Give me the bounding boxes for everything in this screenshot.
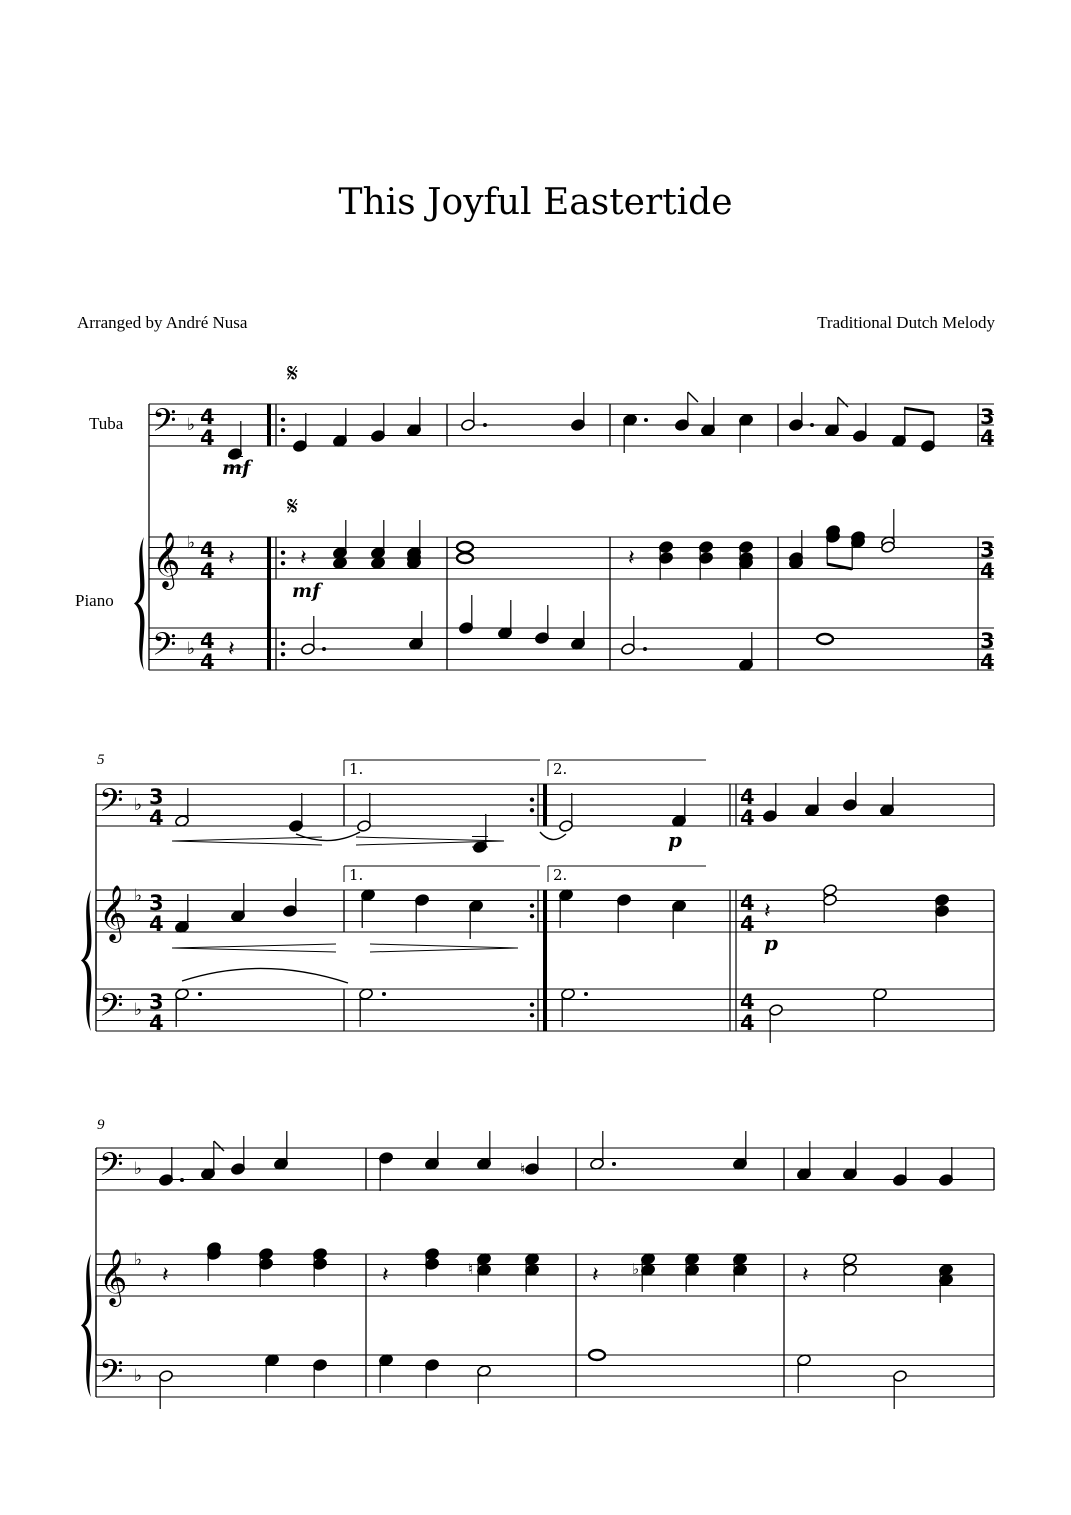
time-signature-denominator: 4 <box>200 559 215 583</box>
repeat-dot <box>281 428 285 432</box>
eighth-flag <box>838 397 848 407</box>
time-signature-denominator: 4 <box>149 912 164 936</box>
time-signature-denominator: 4 <box>740 912 755 936</box>
eighth-beam <box>904 408 934 413</box>
bass-clef-icon: 𝄢 <box>152 626 177 670</box>
time-signature-numerator: 3 <box>149 990 164 1014</box>
quarter-rest: 𝄽 <box>382 1263 389 1288</box>
augmentation-dot <box>810 423 814 427</box>
quarter-rest: 𝄽 <box>802 1263 809 1288</box>
bass-clef-icon: 𝄢 <box>99 1353 124 1397</box>
repeat-dot <box>530 1013 534 1017</box>
volta-2-label-tuba: 2. <box>553 760 568 778</box>
measure-number-9: 9 <box>97 1117 105 1133</box>
volta-1-label-piano: 1. <box>349 866 364 884</box>
decrescendo-hairpin <box>370 944 518 948</box>
quarter-rest: 𝄽 <box>162 1263 169 1288</box>
piano-brace <box>81 1254 91 1397</box>
augmentation-dot <box>584 992 588 996</box>
crescendo-hairpin <box>172 944 336 948</box>
quarter-rest: 𝄽 <box>228 546 235 571</box>
time-signature-denominator: 4 <box>149 806 164 830</box>
dynamic-p-piano: p <box>764 931 778 955</box>
time-signature-numerator: 4 <box>200 629 215 653</box>
repeat-dot <box>530 1003 534 1007</box>
augmentation-dot <box>322 647 326 651</box>
repeat-dot <box>281 561 285 565</box>
piano-brace <box>81 890 91 1031</box>
time-signature-numerator: 4 <box>740 990 755 1014</box>
time-signature-numerator: 4 <box>740 891 755 915</box>
crescendo-hairpin <box>172 837 322 841</box>
augmentation-dot <box>198 992 202 996</box>
dynamic-mf-tuba: mf <box>222 457 251 479</box>
time-signature-denominator: 4 <box>740 1011 755 1035</box>
quarter-rest: 𝄽 <box>628 546 635 571</box>
volta-1-label-tuba: 1. <box>349 760 364 778</box>
time-signature-numerator: 3 <box>149 785 164 809</box>
composer-credit: Traditional Dutch Melody <box>817 313 995 332</box>
repeat-dot <box>281 642 285 646</box>
time-signature-denominator: 4 <box>200 426 215 450</box>
augmentation-dot <box>612 1162 616 1166</box>
time-signature-numerator: 3 <box>980 405 995 429</box>
natural-sign: ♮ <box>520 1160 526 1178</box>
key-signature-flat: ♭ <box>134 795 143 815</box>
page-title: This Joyful Eastertide <box>338 182 733 223</box>
bass-clef-icon: 𝄢 <box>99 1146 124 1190</box>
time-signature-numerator: 3 <box>980 538 995 562</box>
key-signature-flat: ♭ <box>187 415 196 435</box>
key-signature-flat: ♭ <box>187 533 196 553</box>
time-signature-denominator: 4 <box>740 806 755 830</box>
time-signature-numerator: 3 <box>149 891 164 915</box>
treble-clef-icon: 𝄞 <box>99 1249 128 1305</box>
augmentation-dot <box>643 647 647 651</box>
augmentation-dot <box>644 418 648 422</box>
quarter-rest: 𝄽 <box>764 899 771 924</box>
whole-note <box>817 634 833 644</box>
repeat-dot <box>281 551 285 555</box>
key-signature-flat: ♭ <box>134 886 143 906</box>
augmentation-dot <box>382 992 386 996</box>
time-signature-numerator: 3 <box>980 629 995 653</box>
repeat-dot <box>530 904 534 908</box>
whole-note <box>457 542 473 552</box>
repeat-dot <box>530 798 534 802</box>
time-signature-numerator: 4 <box>200 538 215 562</box>
instrument-label-tuba: Tuba <box>89 414 124 433</box>
time-signature-denominator: 4 <box>149 1011 164 1035</box>
key-signature-flat: ♭ <box>134 1159 143 1179</box>
slur <box>182 968 348 983</box>
natural-sign: ♮ <box>468 1260 474 1278</box>
eighth-flag <box>688 392 698 402</box>
treble-clef-icon: 𝄞 <box>99 885 128 941</box>
time-signature-denominator: 4 <box>980 426 995 450</box>
augmentation-dot <box>180 1178 184 1182</box>
repeat-dot <box>530 808 534 812</box>
time-signature-numerator: 4 <box>200 405 215 429</box>
crescendo-hairpin <box>172 948 336 952</box>
eighth-flag <box>214 1141 224 1151</box>
whole-note <box>457 553 473 563</box>
time-signature-numerator: 4 <box>740 785 755 809</box>
repeat-dot <box>530 914 534 918</box>
key-signature-flat: ♭ <box>134 1366 143 1386</box>
key-signature-flat: ♭ <box>134 1000 143 1020</box>
bass-clef-icon: 𝄢 <box>152 402 177 446</box>
quarter-rest: 𝄽 <box>592 1263 599 1288</box>
tie <box>296 832 360 841</box>
tie <box>540 832 566 840</box>
measure-number-5: 5 <box>97 752 105 768</box>
arranger-credit: Arranged by André Nusa <box>77 313 248 332</box>
quarter-rest: 𝄽 <box>300 546 307 571</box>
segno-sign-tuba: 𝄋 <box>287 359 299 389</box>
key-signature-flat: ♭ <box>134 1250 143 1270</box>
segno-sign-piano: 𝄋 <box>287 492 299 522</box>
dynamic-mf-piano: mf <box>292 580 321 602</box>
instrument-label-piano: Piano <box>75 591 114 610</box>
decrescendo-hairpin <box>356 837 504 841</box>
decrescendo-hairpin <box>370 948 518 952</box>
bass-clef-icon: 𝄢 <box>99 987 124 1031</box>
volta-2-label-piano: 2. <box>553 866 568 884</box>
key-signature-flat: ♭ <box>187 639 196 659</box>
repeat-dot <box>281 652 285 656</box>
flat-sign: ♭ <box>632 1260 640 1278</box>
repeat-dot <box>281 418 285 422</box>
time-signature-denominator: 4 <box>980 650 995 674</box>
bass-clef-icon: 𝄢 <box>99 782 124 826</box>
treble-clef-icon: 𝄞 <box>152 532 181 588</box>
time-signature-denominator: 4 <box>980 559 995 583</box>
piano-brace <box>134 537 144 670</box>
time-signature-denominator: 4 <box>200 650 215 674</box>
dynamic-p-tuba: p <box>668 828 682 852</box>
crescendo-hairpin <box>172 841 322 845</box>
augmentation-dot <box>483 423 487 427</box>
whole-note <box>589 1350 605 1360</box>
quarter-rest: 𝄽 <box>228 637 235 662</box>
